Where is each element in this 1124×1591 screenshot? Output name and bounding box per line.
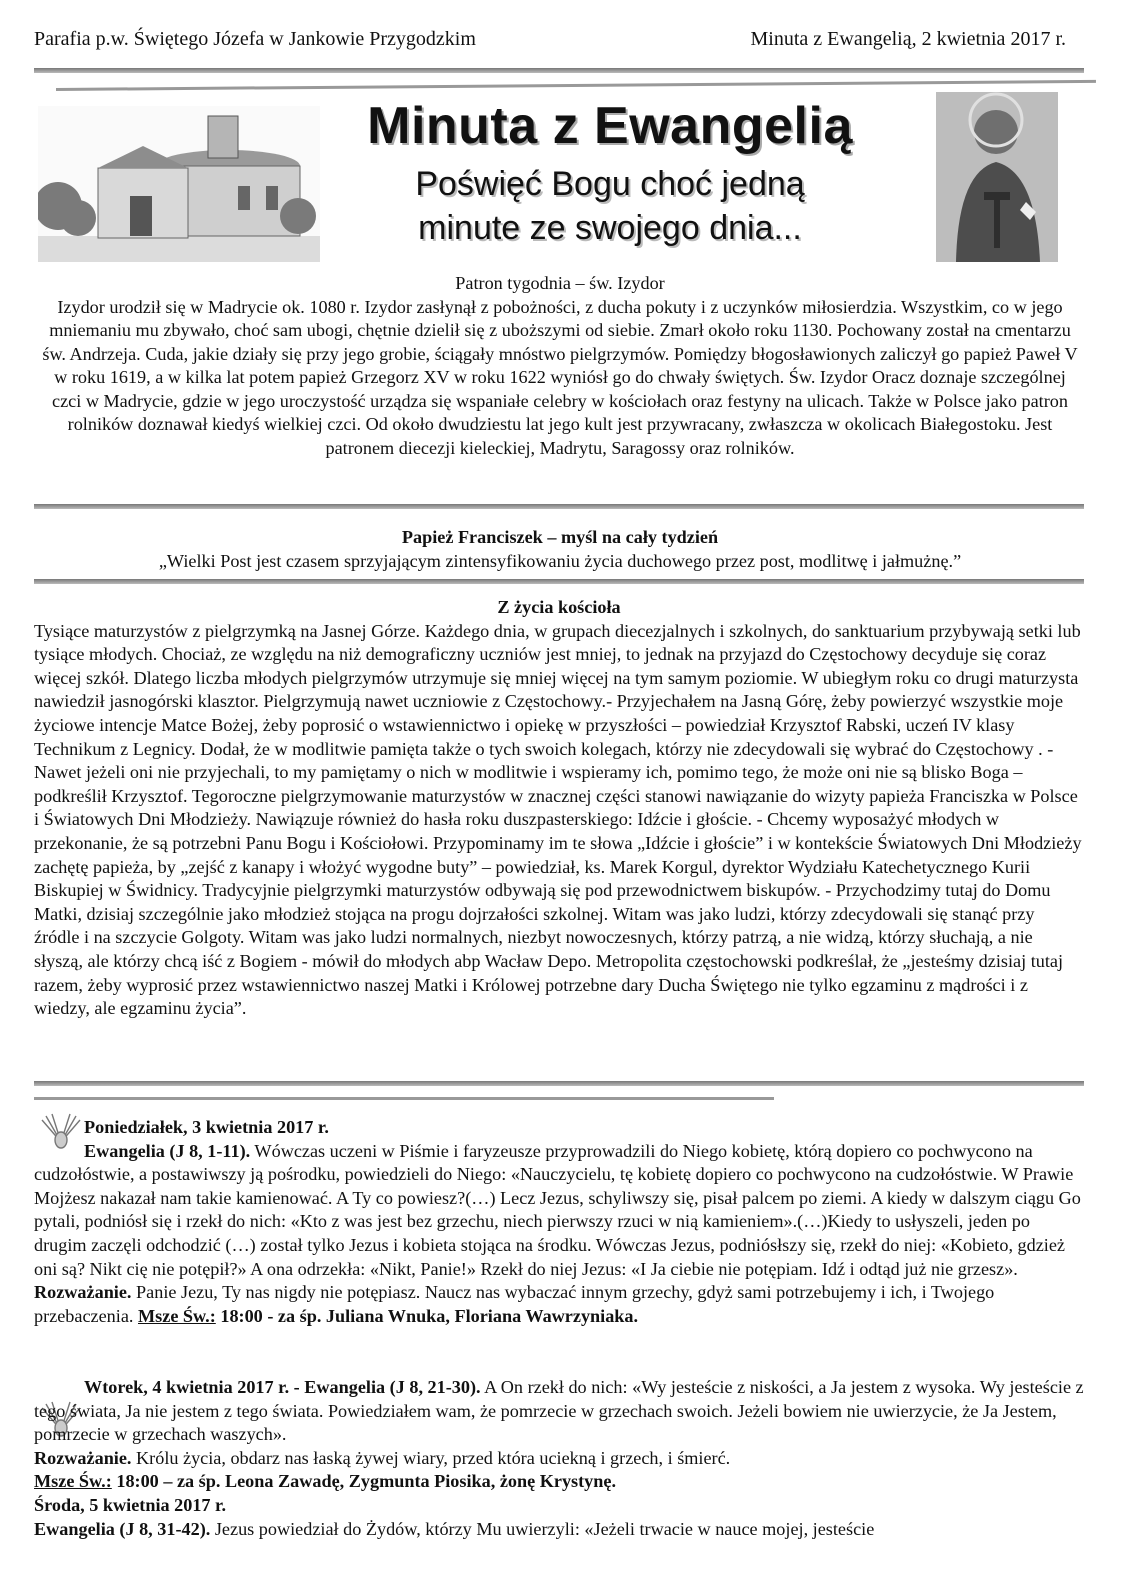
newsletter-subtitle: Poświęć Bogu choć jedną minute ze swojego dnia... bbox=[415, 165, 805, 247]
church-life-text: Tysiące maturzystów z pielgrzymką na Jasnej Górze. Każdego dnia, w grupach diecezjalnych i szkolnych, do sanktuarium przybywają setki lub tysiące młodych. Chociaż, ze względu na niż demograficzny uczniów jest mniej, to jednak na przyjazd do Częstochowy decyduje się coraz więcej szkół. Dlatego liczba młodych pielgrzymów utrzymuje się mniej więcej na tym samym poziomie. W ubiegłym roku co drugi maturzysta nawiedził jasnogórski klasztor. Pielgrzymują nawet uczniowie z Częstochowy.- Przyjechałem na Jasną Górę, żeby powierzyć wszystkie moje życiowe intencje Matce Bożej, żeby poprosić o wstawiennictwo i opiekę w przyszłości – powiedział Krzysztof Rabski, uczeń IV klasy Technikum z Legnicy. Dodał, że w modlitwie pamięta także o tych swoich kolegach, którzy nie zdecydowali się wybrać do Częstochowy . - Nawet jeżeli oni nie przyjechali, to my pamiętamy o nich w modlitwie i wspieramy ich, pomimo tego, że może oni nie są blisko Boga – podkreślił Krzysztof. Tegoroczne pielgrzymowanie maturzystów w znacznej części stanowi nawiązanie do wizyty papieża Franciszka w Polsce i Światowych Dni Młodzieży. Nawiązuje również do hasła roku duszpasterskiego: Idźcie i głoście. - Chcemy wyposażyć młodych w przekonanie, że są potrzebni Panu Bogu i Kościołowi. Przypominamy im te słowa „Idźcie i głoście” i w kontekście Światowych Dni Młodzieży zachętę papieża, by „zejść z kanapy i włożyć wygodne buty” – powiedział, ks. Marek Korgul, dyrektor Wydziału Katechetycznego Kurii Biskupiej w Świdnicy. Tradycyjnie pielgrzymki maturzystów odbywają się pod przewodnictwem biskupów. - Przychodzimy tutaj do Domu Matki, dzisiaj szczególnie jako młodzież stojąca na progu dojrzałości szkolnej. Witam was jako ludzi, którzy zdecydowali się stanąć przy źródle i na szczycie Golgoty. Witam was jako ludzi normalnych, niezbyt nowoczesnych, którzy patrzą, a nie widzą, którzy słuchają, a nie słyszą, ale którzy chcą iść z Bogiem - mówił do młodych abp Wacław Depo. Metropolita częstochowski podkreślał, że „jesteśmy dzisiaj tutaj razem, żeby wyprosić przez wstawiennictwo naszej Matki i Królowej potrzebne dary Ducha Świętego nie tylko egzaminu z mądrości i z wiedzy, ale egzaminu życia”. bbox=[34, 620, 1082, 1019]
patron-text: Izydor urodził się w Madrycie ok. 1080 r. Izydor zasłynął z pobożności, z ducha pokuty i z uczynków miłosierdzia. Wszystkim, co w jego mniemaniu mu zbywało, choć sam ubogi, chętnie dzielił się z uboższymi od siebie. Zmarł około roku 1130. Pochowany został na cmentarzu św. Andrzeja. Cuda, jakie działy się przy jego grobie, ściągały mnóstwo pielgrzymów. Pomiędzy błogosławionych zaliczył go papież Paweł V w roku 1619, a w kilka lat potem papież Grzegorz XV w roku 1622 wyniósł go do chwały świętych. Św. Izydor Oracz doznaje szczególnej czci w Madrycie, gdzie w jego uroczystość urządza się wspaniałe celebry w kościołach oraz festyny na ulicach. Także w Polsce jako patron rolników doznawał kiedyś wielkiej czci. Od około dwudziestu lat jego kult jest przywracany, zwłaszcza w okolicach Białegostoku. Jest patronem diecezji kieleckiej, Madrytu, Saragossy oraz rolników. bbox=[42, 296, 1078, 458]
monday-date: Poniedziałek, 3 kwietnia 2017 r. bbox=[84, 1117, 329, 1137]
monday-reflection bbox=[34, 1281, 1084, 1328]
newsletter-title: Minuta z Ewangelią bbox=[367, 97, 853, 155]
wednesday-gospel bbox=[34, 1518, 1084, 1542]
church-image bbox=[38, 106, 320, 262]
reflection-text: Królu życia, obdarz nas łaską żywej wiary, przed która uciekną i grzech, i śmierć. bbox=[131, 1447, 731, 1468]
wednesday-date: Środa, 5 kwietnia 2017 r. bbox=[34, 1495, 227, 1515]
reflection-text: Panie Jezu, Ty nas nigdy nie potępiasz. Naucz nas wybaczać innym grzechy, gdyż sami potrzebujemy i ich, i Twojego przebaczenia. bbox=[34, 1282, 995, 1326]
wednesday-gospel-ref: Ewangelia (J 8, 31-42). bbox=[34, 1518, 211, 1539]
mass-label: Msze Św.: bbox=[138, 1305, 216, 1326]
monday-gospel-text: Wówczas uczeni w Piśmie i faryzeusze przyprowadzili do Niego kobietę, którą dopiero co pochwycono na cudzołóstwie, a postawiwszy ją pośrodku, powiedzieli do Niego: «Nauczycielu, tę kobietę dopiero co pochwycono na cudzołóstwie. W Prawie Mojżesz nakazał nam takie kamienować. A Ty co powiesz?(…) Lecz Jezus, schyliwszy się, pisał palcem po ziemi. A kiedy w dalszym ciągu Go pytali, podniósł się i rzekł do nich: «Kto z was jest bez grzechu, niech pierwszy rzuci w nią kamieniem».(…)Kiedy to usłyszeli, jeden po drugim zaczęli odchodzić (…) został tylko Jezus i kobieta stojąca na środku. Wówczas Jezus, podniósłszy się, rzekł do niej: «Kobieto, gdzież oni są? Nikt cię nie potępił?» A ona odrzekła: «Nikt, Panie!» Rzekł do niej Jezus: «I Ja ciebie nie potępiam. Idź i odtąd już nie grzesz». bbox=[34, 1140, 1081, 1279]
divider bbox=[34, 579, 1084, 584]
mass-label: Msze Św.: bbox=[34, 1471, 112, 1492]
tuesday-gospel-text: A On rzekł do nich: «Wy jesteście z niskości, a Ja jestem z wysoka. Wy jesteście z tego świata, Ja nie jestem z tego świata. Powiedziałem wam, że pomrzecie w grzechach swoich. Jeżeli bowiem nie uwierzycie, że Ja Jestem, pomrzecie w grzechach waszych». bbox=[34, 1377, 1084, 1445]
monday-gospel bbox=[34, 1140, 1084, 1282]
tuesday-section bbox=[34, 1376, 1084, 1494]
pope-heading: Papież Franciszek – myśl na cały tydzień bbox=[401, 527, 719, 547]
tuesday-mass bbox=[34, 1470, 1084, 1494]
patron-section bbox=[38, 272, 1082, 460]
reflection-label: Rozważanie. bbox=[34, 1447, 132, 1468]
church-life-heading: Z życia kościoła bbox=[497, 597, 621, 617]
divider bbox=[34, 1097, 774, 1100]
saint-image bbox=[936, 92, 1058, 262]
mass-text: 18:00 - za śp. Juliana Wnuka, Floriana Wawrzyniaka. bbox=[215, 1305, 639, 1326]
tuesday-date-gospel-ref: Wtorek, 4 kwietnia 2017 r. - Ewangelia (J 8, 21-30). bbox=[84, 1377, 481, 1397]
monday-gospel-ref: Ewangelia (J 8, 1-11). bbox=[84, 1140, 251, 1161]
pope-quote: „Wielki Post jest czasem sprzyjającym zintensyfikowaniu życia duchowego przez post, modlitwę i jałmużnę.” bbox=[158, 550, 962, 571]
pope-section bbox=[38, 526, 1082, 573]
church-life-section bbox=[34, 596, 1084, 1021]
parish-name: Parafia p.w. Świętego Józefa w Jankowie Przygodzkim bbox=[34, 28, 476, 50]
reflection-label: Rozważanie. bbox=[34, 1282, 132, 1303]
mass-text: 18:00 – za śp. Leona Zawadę, Zygmunta Piosika, żonę Krystynę. bbox=[111, 1471, 617, 1492]
divider bbox=[34, 1081, 1084, 1086]
wednesday-section bbox=[34, 1494, 1084, 1541]
divider bbox=[34, 504, 1084, 509]
issue-date: Minuta z Ewangelią, 2 kwietnia 2017 r. bbox=[750, 28, 1066, 50]
patron-heading: Patron tygodnia – św. Izydor bbox=[455, 273, 665, 293]
divider bbox=[34, 68, 1084, 73]
monday-section bbox=[34, 1116, 1084, 1328]
tuesday-reflection bbox=[34, 1447, 1084, 1471]
tuesday-gospel bbox=[34, 1376, 1084, 1447]
divider bbox=[56, 80, 1096, 91]
wednesday-gospel-text: Jezus powiedział do Żydów, którzy Mu uwierzyli: «Jeżeli trwacie w nauce mojej, jesteście bbox=[210, 1518, 875, 1539]
